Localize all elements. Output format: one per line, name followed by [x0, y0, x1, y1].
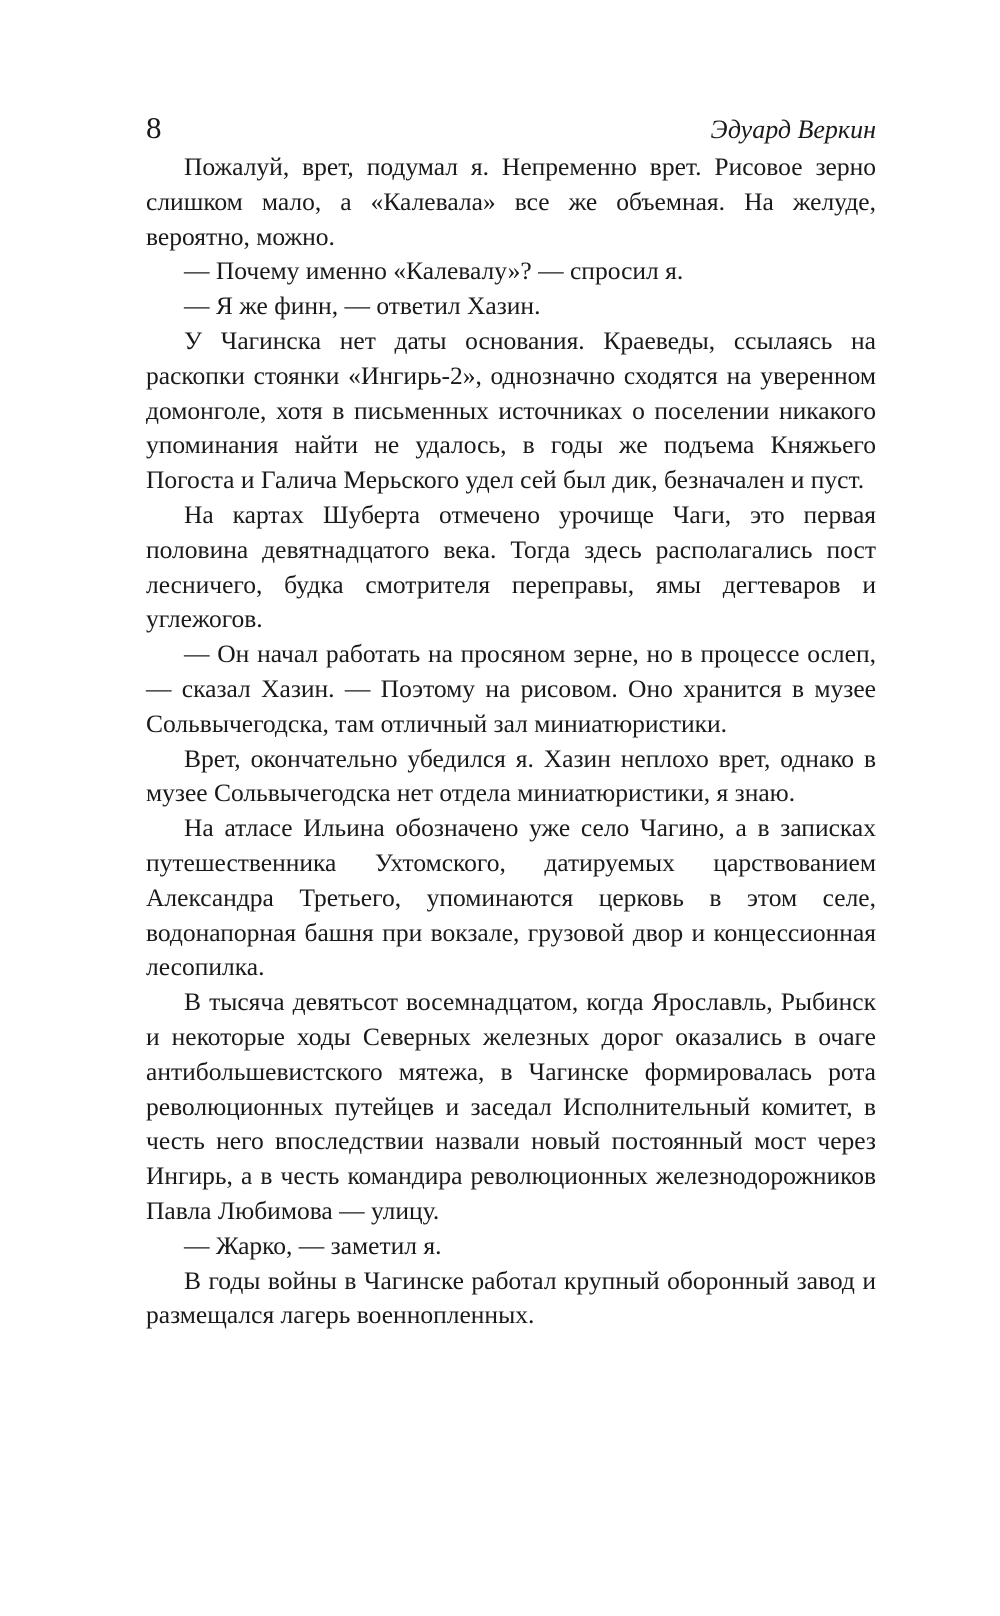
running-head-author: Эдуард Веркин — [710, 115, 876, 144]
paragraph: Врет, окончательно убедился я. Хазин неплохо врет, однако в музее Сольвычегодска нет отдела миниатюристики, я знаю. — [146, 743, 876, 808]
page-number: 8 — [146, 110, 162, 145]
running-header — [146, 100, 876, 156]
paragraph: У Чагинска нет даты основания. Краеведы, ссылаясь на раскопки стоянки «Ингирь-2», однозначно сходятся на уверенном домонголе, хотя в письменных источниках о поселении никакого упоминания найти не удалось, в годы же подъема Княжьего Погоста и Галича Мерьского удел сей был дик, безначален и пуст. — [146, 325, 876, 495]
paragraph: На атласе Ильина обозначено уже село Чагино, а в записках путешественника Ухтомского, датируемых царствованием Александра Третьего, упоминаются церковь в этом селе, водонапорная башня при вокзале, грузовой двор и концессионная лесопилка. — [146, 813, 876, 982]
book-page — [146, 100, 876, 1333]
paragraph: Пожалуй, врет, подумал я. Непременно врет. Рисовое зерно слишком мало, а «Калевала» все же объемная. На желуде, вероятно, можно. — [146, 152, 876, 251]
paragraph: — Он начал работать на просяном зерне, но в процессе ослеп, — сказал Хазин. — Поэтому на рисовом. Оно хранится в музее Сольвычегодска, там отличный зал миниатюристики. — [146, 639, 876, 738]
paragraph: — Я же финн, — ответил Хазин. — [184, 291, 541, 321]
body-text — [146, 150, 876, 1333]
paragraph: — Почему именно «Калевалу»? — спросил я. — [184, 256, 684, 286]
paragraph: В тысяча девятьсот восемнадцатом, когда Ярославль, Рыбинск и некоторые ходы Северных железных дорог оказались в очаге антибольшевистского мятежа, в Чагинске формировалась рота революционных путейцев и заседал Исполнительный комитет, в честь него впоследствии назвали новый постоянный мост через Ингирь, а в честь командира революционных железнодорожников Павла Любимова — улицу. — [146, 987, 876, 1225]
paragraph: В годы войны в Чагинске работал крупный оборонный завод и размещался лагерь военнопленных. — [146, 1265, 876, 1330]
paragraph: На картах Шуберта отмечено урочище Чаги, это первая половина девятнадцатого века. Тогда здесь располагались пост лесничего, будка смотрителя переправы, ямы дегтеваров и углежогов. — [146, 499, 876, 634]
paragraph: — Жарко, — заметил я. — [184, 1230, 442, 1260]
